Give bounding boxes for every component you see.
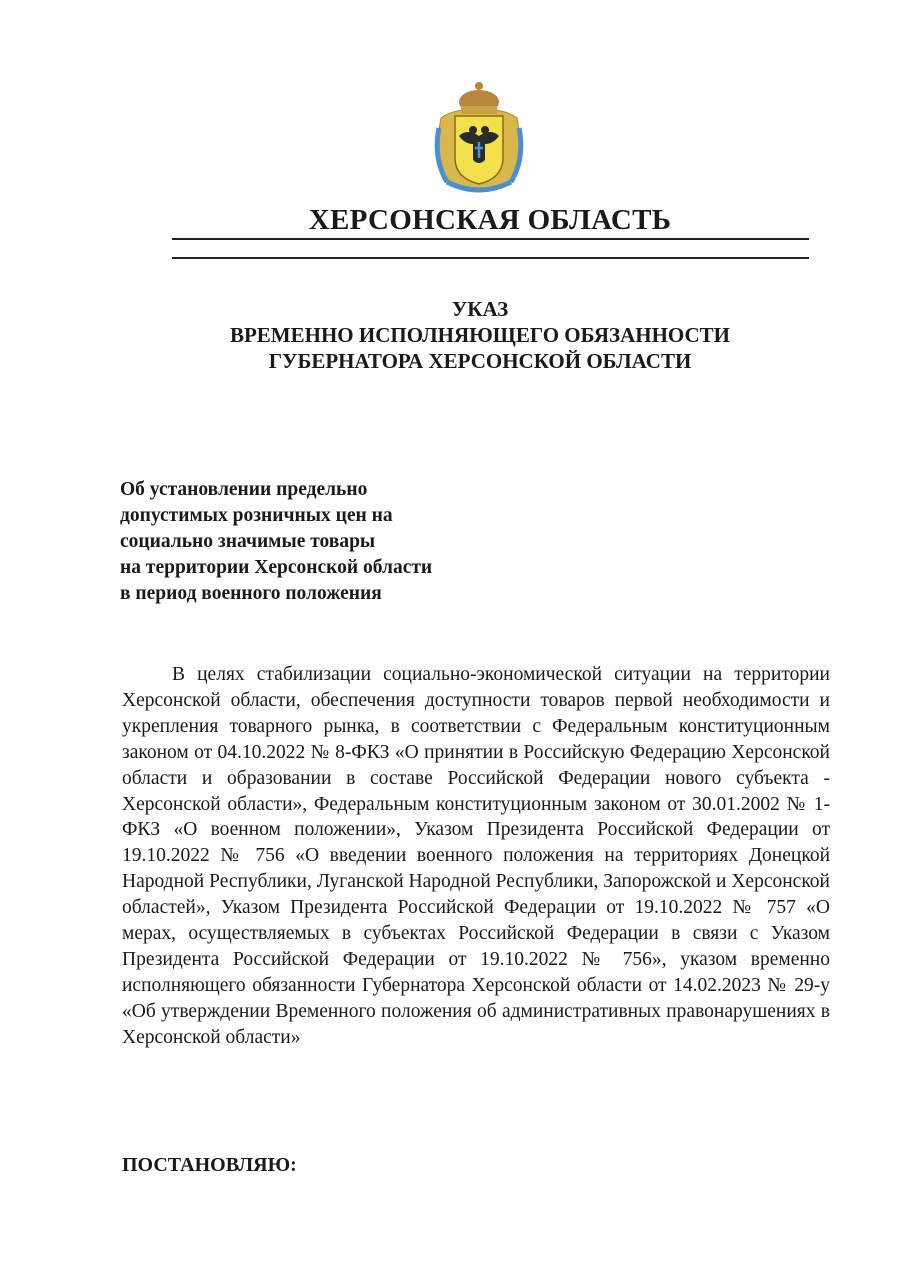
subject-line: социально значимые товары: [120, 531, 376, 552]
subject-line: в период военного положения: [120, 583, 382, 604]
coat-of-arms-emblem: [433, 78, 525, 196]
header-rule-bottom: [172, 257, 809, 259]
decree-body: [122, 662, 830, 1051]
decree-verb: ПОСТАНОВЛЯЮ:: [122, 1154, 297, 1176]
decree-subject: [120, 477, 520, 607]
decree-title: [120, 296, 840, 374]
decree-title-line: ГУБЕРНАТОРА ХЕРСОНСКОЙ ОБЛАСТИ: [268, 349, 692, 373]
subject-line: Об установлении предельно: [120, 479, 368, 500]
decree-title-line: ВРЕМЕННО ИСПОЛНЯЮЩЕГО ОБЯЗАННОСТИ: [229, 323, 731, 347]
subject-line: на территории Херсонской области: [120, 557, 433, 578]
region-title: ХЕРСОНСКАЯ ОБЛАСТЬ: [308, 204, 672, 236]
preamble-paragraph: В целях стабилизации социально-экономической ситуации на территории Херсонской области, обеспечения доступности товаров первой необходимости и укрепления товарного рынка, в соответствии с Федеральным конституционным законом от 04.10.2022 № 8-ФКЗ «О принятии в Российскую Федерацию Херсонской области и образовании в составе Российской Федерации нового субъекта - Херсонской области», Федеральным конституционным законом от 30.01.2002 № 1-ФКЗ «О военном положении», Указом Президента Российской Федерации от 19.10.2022 № 756 «О введении военного положения на территориях Донецкой Народной Республики, Луганской Народной Республики, Запорожской и Херсонской областей», Указом Президента Российской Федерации от 19.10.2022 № 757 «О мерах, осуществляемых в субъектах Российской Федерации в связи с Указом Президента Российской Федерации от 19.10.2022 № 756», указом временно исполняющего обязанности Губернатора Херсонской области от 14.02.2023 № 29-у «Об утверждении Временного положения об административных правонарушениях в Херсонской области»: [122, 664, 830, 1048]
header-rule-top: [172, 238, 809, 240]
subject-line: допустимых розничных цен на: [120, 505, 393, 526]
decree-title-line: УКАЗ: [451, 297, 509, 321]
